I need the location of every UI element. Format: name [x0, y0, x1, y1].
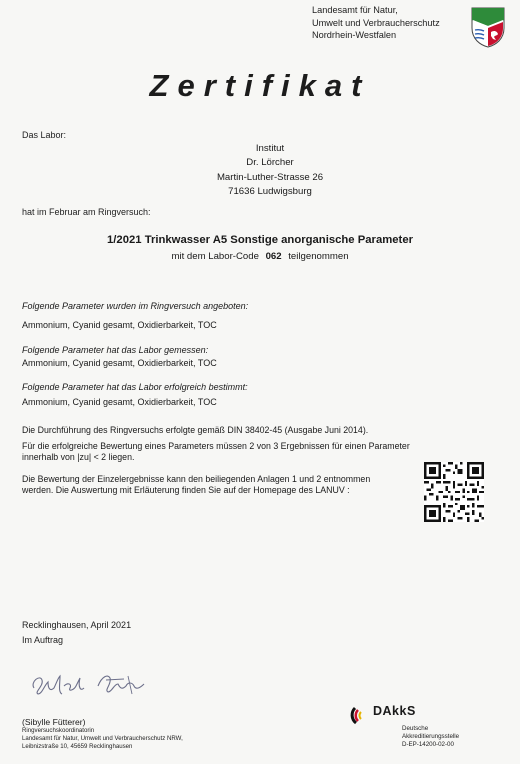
section-params-measured: Ammonium, Cyanid gesamt, Oxidierbarkeit, TOC: [22, 358, 217, 368]
participation-intro: hat im Februar am Ringversuch:: [22, 207, 151, 217]
dakks-line: D-EP-14200-02-00: [402, 741, 454, 748]
ringversuch-title: 1/2021 Trinkwasser A5 Sonstige anorganische Parameter: [107, 234, 413, 246]
dakks-line: Deutsche: [402, 725, 429, 732]
signatory-line: Leibnizstraße 10, 45659 Recklinghausen: [22, 743, 133, 751]
address-line: Institut: [255, 143, 285, 154]
dakks-details: [402, 725, 459, 749]
lab-code-prefix: mit dem Labor-Code: [171, 251, 259, 262]
note-results-line: Die Bewertung der Einzelergebnisse kann den beiliegenden Anlagen 1 und 2 entnommen: [22, 474, 371, 484]
note-results-line: werden. Die Auswertung mit Erläuterung finden Sie auf der Homepage des LANUV :: [22, 485, 350, 496]
agency-block: [312, 4, 462, 42]
note-evaluation: [22, 441, 452, 464]
certificate-title: Zertifikat: [149, 68, 371, 103]
nrw-coat-of-arms-icon: [470, 6, 506, 48]
agency-line: Umwelt und Verbraucherschutz: [312, 17, 440, 28]
address-line: Martin-Luther-Strasse 26: [216, 171, 324, 183]
qr-code-icon[interactable]: [424, 462, 484, 522]
signatory-name: (Sibylle Fütterer): [22, 717, 86, 727]
note-evaluation-line: Für die erfolgreiche Bewertung eines Parameters müssen 2 von 3 Ergebnissen für einen Parameter: [22, 441, 410, 451]
place-date: Recklinghausen, April 2021: [22, 620, 132, 630]
im-auftrag: Im Auftrag: [22, 635, 64, 645]
agency-line: Landesamt für Natur,: [312, 5, 398, 15]
lab-intro: Das Labor:: [22, 130, 67, 140]
handwritten-signature-icon: [28, 664, 160, 700]
dakks-logo: DAkkS: [373, 704, 416, 718]
lab-address: [180, 142, 360, 200]
section-params-successful: Ammonium, Cyanid gesamt, Oxidierbarkeit, TOC: [22, 397, 217, 407]
lab-code-value: 062: [265, 251, 282, 262]
note-evaluation-line: innerhalb von |zu| < 2 liegen.: [22, 452, 135, 463]
dakks-swirl-icon: [349, 704, 371, 726]
lab-code-suffix: teilgenommen: [288, 251, 349, 262]
dakks-line: Akkreditierungsstelle: [402, 733, 460, 740]
address-line: Dr. Lörcher: [246, 157, 294, 169]
section-heading-measured: Folgende Parameter hat das Labor gemessen:: [22, 345, 209, 355]
lab-code-line: [0, 251, 520, 262]
note-din: Die Durchführung des Ringversuchs erfolgte gemäß DIN 38402-45 (Ausgabe Juni 2014).: [22, 425, 369, 435]
agency-line: Nordrhein-Westfalen: [312, 30, 397, 41]
signatory-line: Ringversuchskoordinatorin: [22, 727, 95, 734]
address-line: 71636 Ludwigsburg: [228, 186, 312, 198]
section-heading-offered: Folgende Parameter wurden im Ringversuch angeboten:: [22, 301, 249, 311]
section-heading-successful: Folgende Parameter hat das Labor erfolgreich bestimmt:: [22, 382, 248, 392]
section-params-offered: Ammonium, Cyanid gesamt, Oxidierbarkeit, TOC: [22, 320, 217, 330]
signatory-line: Landesamt für Natur, Umwelt und Verbraucherschutz NRW,: [22, 735, 183, 743]
note-results: [22, 474, 422, 497]
signatory-details: [22, 727, 183, 752]
